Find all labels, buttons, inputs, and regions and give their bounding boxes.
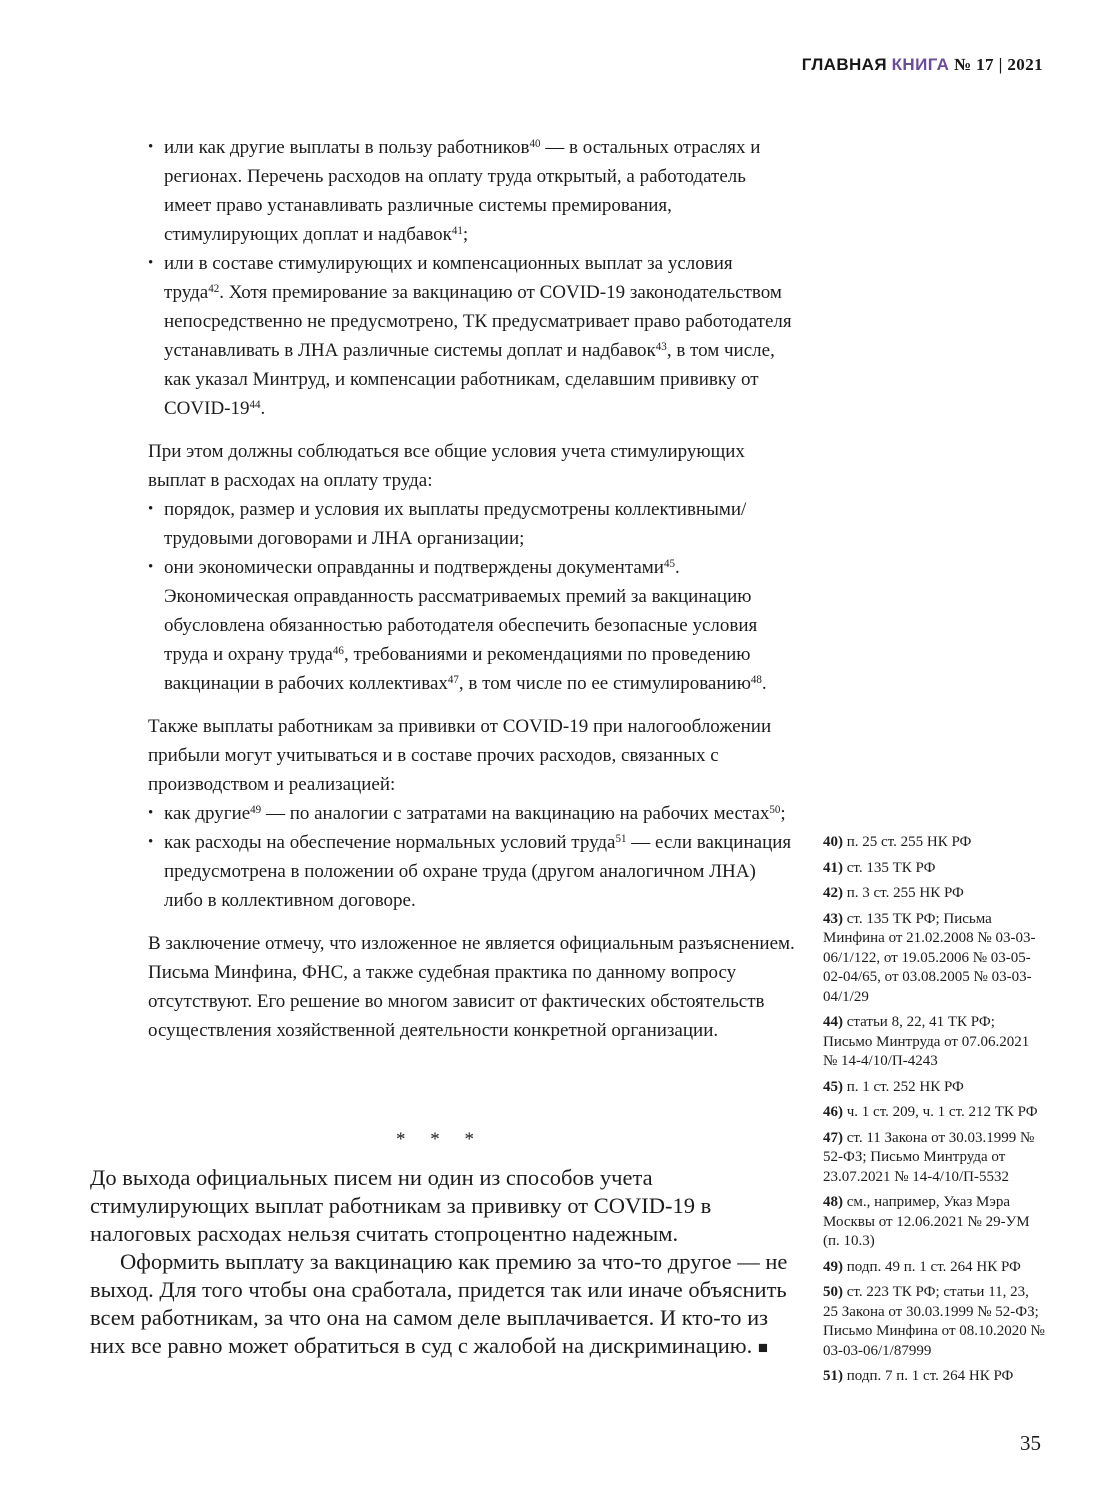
bullet-item: • или в составе стимулирующих и компенсационных выплат за условия труда$^{42}$. Хотя премирование за вакцинацию от COVID-19 законодательством непосредственно не предусмотрено, ТК предусматривает право работодателя устанавливать в ЛНА различные системы доплат и надбавок$^{43}$, в том числе, как указал Минтруд, и компенсации работникам, сделавшим прививку от COVID-$19^{44}$. [148,249,796,423]
page-number: 35 [1020,1431,1041,1455]
magazine-title-part2: КНИГА [891,55,950,74]
conclusion-paragraph: До выхода официальных писем ни один из способов учета стимулирующих выплат работникам за прививку от COVID-19 в налоговых расходах нельзя считать стопроцентно надежным. [90,1165,712,1246]
footnote-reference: 50 [769,803,781,816]
footnote-number: 50) [823,1284,847,1300]
footnote-reference: 51 [615,832,627,845]
bullet-item: • как расходы на обеспечение нормальных условий труда$^{51}$ — если вакцинация предусмотрена в положении об охране труда (другом аналогичном ЛНА) либо в коллективном договоре. [148,828,796,915]
footnote-item: 50) ст. 223 ТК РФ; статьи 11, 23, 25 Закона от 30.03.1999 № 52-ФЗ; Письмо Минфина от 08.10.2020 № 03-03-06/1/87999 [823,1284,1045,1359]
footnote-reference: 40 [529,137,541,150]
footnote-reference: 48 [750,673,762,686]
footnote-number: 46) [823,1104,847,1120]
footnote-item: 47) ст. 11 Закона от 30.03.1999 № 52-ФЗ; Письмо Минтруда от 23.07.2021 № 14-4/10/П-5532 [823,1129,1035,1185]
footnote-item: 41) ст. 135 ТК РФ [823,859,936,876]
footnote-number: 51) [823,1368,847,1384]
bullet-list [148,133,796,423]
article-blocks [148,133,796,1045]
footnote-number: 43) [823,910,847,927]
bullet-list [148,799,796,915]
magazine-title-part1: ГЛАВНАЯ [801,55,887,74]
footnote-item: 46) ч. 1 ст. 209, ч. 1 ст. 212 ТК РФ [823,1104,1038,1120]
bullet-item: • порядок, размер и условия их выплаты предусмотрены коллективными/трудовыми договорами и ЛНА организации; [148,495,796,553]
body-paragraph: При этом должны соблюдаться все общие условия учета стимулирующих выплат в расходах на оплату труда: [148,441,745,491]
footnote-number: 47) [823,1129,847,1146]
conclusion-paragraph: Оформить выплату за вакцинацию как премию за что-то другое — не выход. Для того чтобы она сработала, придется так или иначе объяснить всем работникам, за что она на самом деле выплачивается. И кто-то из них все равно может обратиться в суд с жалобой на дискриминацию. ■ [90,1249,788,1358]
body-paragraph: Также выплаты работникам за прививки от COVID-19 при налогообложении прибыли могут учитываться и в составе прочих расходов, связанных с производством и реализацией: [148,716,772,795]
footnote-item: 45) п. 1 ст. 252 НК РФ [823,1078,964,1095]
footnote-reference: 43 [655,340,667,353]
conclusion-paragraphs [90,1164,790,1362]
footnote-number: 42) [823,885,847,901]
footnote-number: 48) [823,1194,847,1210]
footnote-item: 42) п. 3 ст. 255 НК РФ [823,885,964,901]
page-header [802,55,1043,75]
footnote-item: 49) подп. 49 п. 1 ст. 264 НК РФ [823,1258,1021,1275]
footnote-number: 45) [823,1078,847,1095]
footnote-reference: 41 [451,224,463,237]
issue-number: № 17 | 2021 [954,55,1043,74]
conclusion-section [90,1126,790,1362]
footnote-number: 41) [823,859,847,876]
footnote-number: 40) [823,834,847,850]
footnote-reference: 42 [208,282,220,295]
bullet-list [148,495,796,698]
bullet-item: • как другие$^{49}$ — по аналогии с затратами на вакцинацию на рабочих местах$^{50}$; [148,799,796,828]
footnotes-column [823,833,1045,1393]
bullet-item: • или как другие выплаты в пользу работников$^{40}$ — в остальных отраслях и регионах. Перечень расходов на оплату труда открытый, а работодатель имеет право устанавливать различные системы премирования, стимулирующих доплат и надбавок$^{41}$; [148,133,796,249]
footnote-number: 44) [823,1014,847,1030]
footnote-item: 48) см., например, Указ Мэра Москвы от 12.06.2021 № 29-УМ (п. 10.3) [823,1194,1030,1249]
footnote-reference: 44 [249,398,261,411]
footnote-reference: 46 [332,644,344,657]
bullet-item: • они экономически оправданны и подтверждены документами$^{45}$. Экономическая оправданность рассматриваемых премий за вакцинацию обусловлена обязанностью работодателя обеспечить безопасные условия труда и охрану труда$^{46}$, требованиями и рекомендациями по проведению вакцинации в рабочих коллективах$^{47}$, в том числе по ее стимулированию$^{48}$. [148,553,796,698]
footnote-item: 40) п. 25 ст. 255 НК РФ [823,834,972,850]
footnote-number: 49) [823,1258,847,1275]
footnote-item: 51) подп. 7 п. 1 ст. 264 НК РФ [823,1368,1014,1384]
footnote-reference: 47 [447,673,459,686]
section-separator: * * * [396,1129,484,1150]
footnote-reference: 49 [250,803,262,816]
body-paragraph: В заключение отмечу, что изложенное не является официальным разъяснением. Письма Минфина, ФНС, а также судебная практика по данному вопросу отсутствуют. Его решение во многом зависит от фактических обстоятельств осуществления хозяйственной деятельности конкретной организации. [148,933,795,1041]
footnote-item: 43) ст. 135 ТК РФ; Письма Минфина от 21.02.2008 № 03-03-06/1/122, от 19.05.2006 № 03-05-02-04/65, от 03.08.2005 № 03-03-04/1/29 [823,910,1036,1005]
article-end-mark: ■ [757,1338,769,1357]
footnote-item: 44) статьи 8, 22, 41 ТК РФ; Письмо Минтруда от 07.06.2021 № 14-4/10/П-4243 [823,1014,1030,1069]
footnote-reference: 45 [663,557,675,570]
